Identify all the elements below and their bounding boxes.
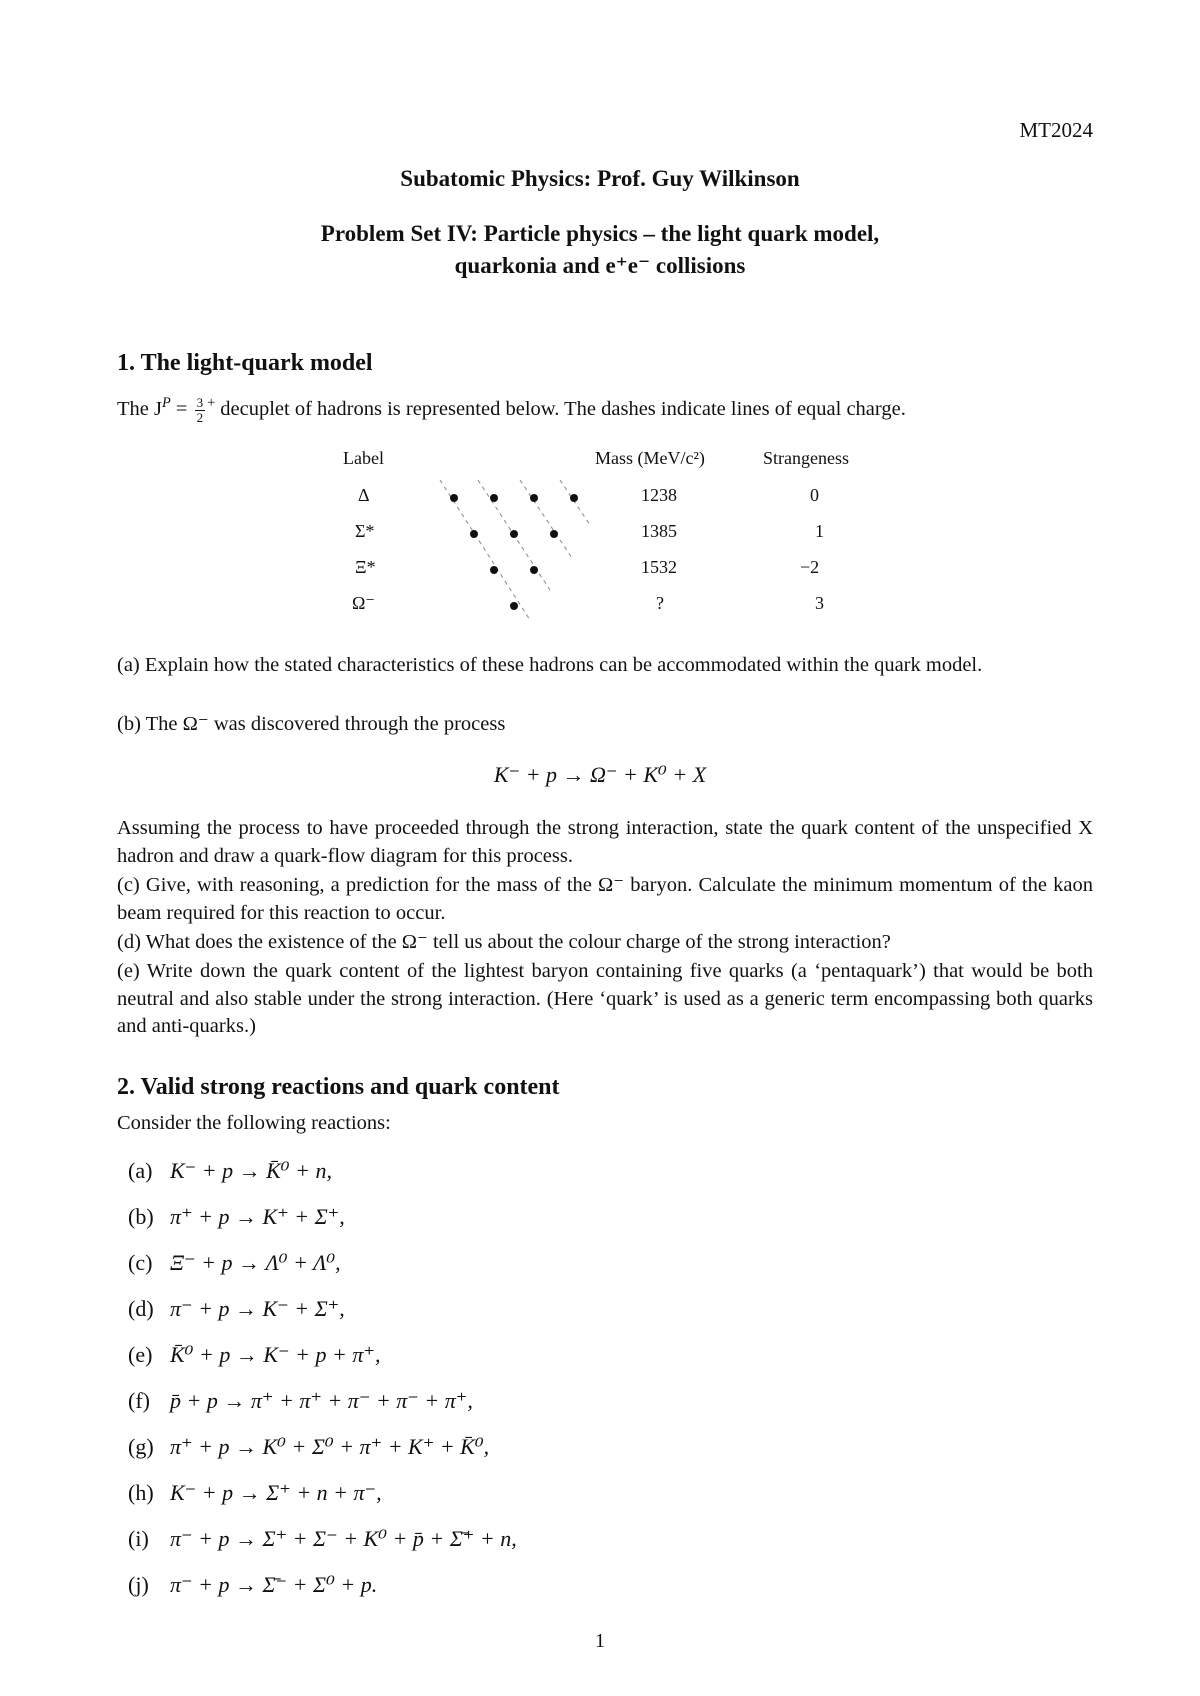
particle-dot-omega (510, 602, 518, 610)
row-label-omega: Ω⁻ (352, 593, 375, 613)
question-1b-continued: Assuming the process to have proceeded through the strong interaction, state the quark content of the unspecified X hadron and draw a quark-flow diagram for this process. (117, 817, 1093, 867)
reaction-label: (b) (128, 1204, 154, 1229)
reaction-expression: π⁻ + p → Σ⁺ + Σ⁻ + K⁰ + p̄ + Σ̄⁺ + n, (170, 1526, 517, 1551)
reaction-expression: K̄⁰ + p → K⁻ + p + π⁺, (170, 1342, 381, 1367)
row-strangeness-xi: −2 (800, 557, 820, 577)
particle-dot-delta-1 (450, 494, 458, 502)
table-header-mass: Mass (MeV/c²) (595, 448, 705, 468)
particle-dot-delta-2 (490, 494, 498, 502)
term-label: MT2024 (1019, 118, 1093, 142)
reaction-h (128, 1480, 382, 1506)
reaction-expression: K⁻ + p → K̄⁰ + n, (170, 1158, 332, 1183)
fraction-num: 3 (196, 394, 204, 410)
reaction-c (128, 1250, 341, 1276)
row-label-delta: Δ (358, 485, 370, 505)
section-1-heading: 1. The light-quark model (117, 350, 373, 376)
particle-dot-delta-3 (530, 494, 538, 502)
particle-dot-sigma-1 (470, 530, 478, 538)
reaction-label: (i) (128, 1526, 149, 1551)
row-mass-sigma: 1385 (641, 521, 677, 541)
intro-eq: = (170, 397, 193, 420)
particle-dot-delta-4 (570, 494, 578, 502)
reaction-b (128, 1204, 345, 1230)
question-1e: (e) Write down the quark content of the lightest baryon containing five quarks (a ‘pentaquark’) that would be both neutral and also stable under the strong interaction. (Here ‘quark’ is used as a generic term encompassing both quarks and anti-quarks.) (117, 960, 1093, 1037)
row-label-xi: Ξ* (355, 557, 376, 577)
row-strangeness-omega: 3 (815, 593, 824, 613)
question-1d: (d) What does the existence of the Ω⁻ tell us about the colour charge of the strong interaction? (117, 931, 891, 953)
section-1-intro (117, 390, 1093, 425)
section-2-intro: Consider the following reactions: (117, 1112, 391, 1134)
row-mass-omega: ? (656, 593, 664, 613)
problem-set-title-line1: Problem Set IV: Particle physics – the light quark model, (320, 221, 880, 246)
reaction-d (128, 1296, 345, 1322)
reaction-f (128, 1388, 473, 1414)
fraction (195, 396, 206, 425)
row-label-sigma: Σ* (355, 521, 375, 541)
reaction-a (128, 1158, 332, 1184)
reaction-i (128, 1526, 517, 1552)
charge-line-3 (520, 480, 572, 558)
problem-set-title-line2: quarkonia and e⁺e⁻ collisions (454, 253, 746, 278)
particle-dot-sigma-2 (510, 530, 518, 538)
decuplet-diagram (430, 470, 600, 630)
table-header-strangeness: Strangeness (763, 448, 849, 468)
section-2-heading: 2. Valid strong reactions and quark content (117, 1074, 560, 1100)
reaction-j (128, 1572, 377, 1598)
row-mass-delta: 1238 (641, 485, 677, 505)
intro-sup: P (161, 395, 171, 411)
charge-line-4 (560, 480, 590, 525)
page-number: 1 (595, 1630, 605, 1652)
question-1a: (a) Explain how the stated characteristics of these hadrons can be accommodated within the quark model. (117, 654, 983, 676)
problem-set-title (0, 218, 1200, 282)
question-1c: (c) Give, with reasoning, a prediction for the mass of the Ω⁻ baryon. Calculate the minimum momentum of the kaon beam required for this reaction to occur. (117, 874, 1093, 924)
reaction-expression: K⁻ + p → Σ⁺ + n + π⁻, (170, 1480, 382, 1505)
reaction-label: (e) (128, 1342, 153, 1367)
reaction-label: (a) (128, 1158, 153, 1183)
reaction-label: (j) (128, 1572, 149, 1597)
fraction-den: 2 (196, 409, 204, 425)
row-strangeness-sigma: 1 (815, 521, 824, 541)
reaction-label: (h) (128, 1480, 154, 1505)
course-title: Subatomic Physics: Prof. Guy Wilkinson (400, 166, 800, 191)
reaction-label: (d) (128, 1296, 154, 1321)
reaction-expression: π⁻ + p → Σ̄⁻ + Σ⁰ + p. (170, 1572, 378, 1597)
omega-discovery-equation: K⁻ + p → Ω⁻ + K⁰ + X (493, 762, 707, 787)
row-strangeness-delta: 0 (810, 485, 819, 505)
particle-dot-sigma-3 (550, 530, 558, 538)
reaction-expression: p̄ + p → π⁺ + π⁺ + π⁻ + π⁻ + π⁺, (170, 1388, 473, 1413)
intro-before: The J (117, 397, 162, 420)
reaction-expression: π⁻ + p → K⁻ + Σ⁺, (170, 1296, 345, 1321)
intro-after: decuplet of hadrons is represented below. The dashes indicate lines of equal charge. (215, 397, 906, 420)
reaction-e (128, 1342, 380, 1368)
reaction-label: (f) (128, 1388, 150, 1413)
reaction-label: (c) (128, 1250, 153, 1275)
reaction-g (128, 1434, 489, 1460)
intro-plus: + (207, 395, 216, 411)
reaction-expression: π⁺ + p → K⁰ + Σ⁰ + π⁺ + K⁺ + K̄⁰, (170, 1434, 490, 1459)
question-1b: (b) The Ω⁻ was discovered through the process (117, 713, 506, 735)
table-header-label: Label (343, 448, 384, 468)
row-mass-xi: 1532 (641, 557, 677, 577)
reaction-expression: Ξ⁻ + p → Λ⁰ + Λ⁰, (170, 1250, 341, 1275)
particle-dot-xi-1 (490, 566, 498, 574)
reaction-label: (g) (128, 1434, 154, 1459)
particle-dot-xi-2 (530, 566, 538, 574)
reaction-expression: π⁺ + p → K⁺ + Σ⁺, (170, 1204, 345, 1229)
